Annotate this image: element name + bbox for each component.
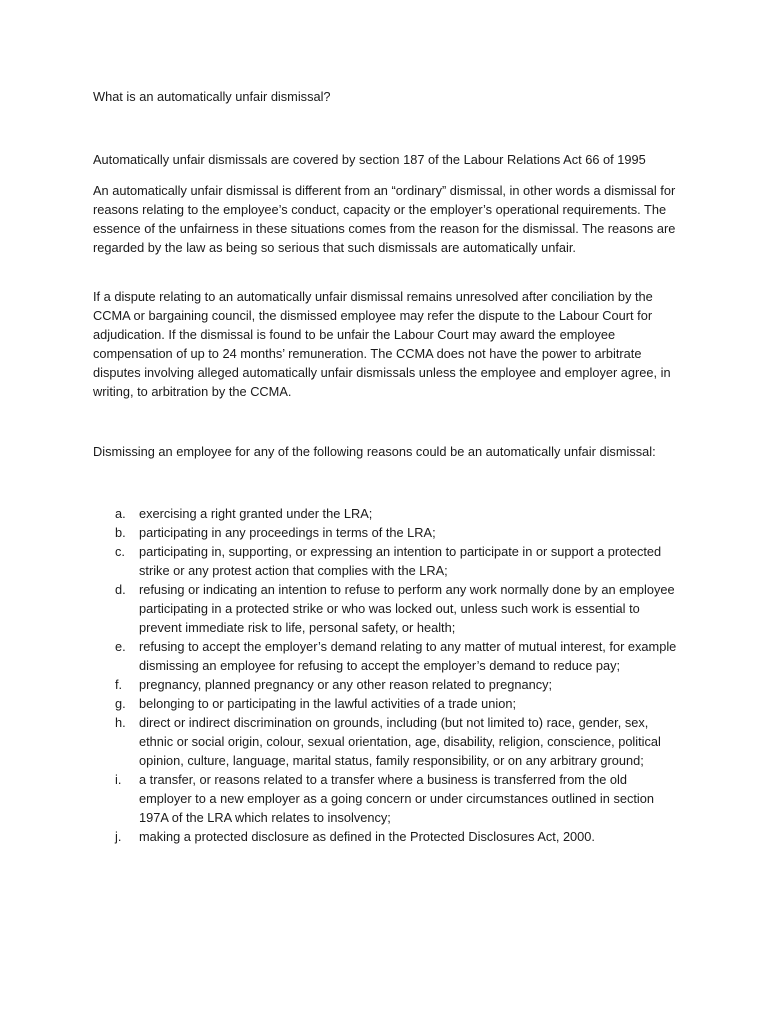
paragraph-dispute-referral: If a dispute relating to an automatically unfair dismissal remains unresolved after conciliation by the CCMA or bargaining council, the dismissed employee may refer the dispute to the Labour Court for adjudication. If the dismissal is found to be unfair the Labour Court may award the employee compensation of up to 24 months’ remuneration. The CCMA does not have the power to arbitrate disputes involving alleged automatically unfair dismissals unless the employee and employer agree, in writing, to arbitration by the CCMA. (93, 289, 671, 399)
list-item-text: making a protected disclosure as defined in the Protected Disclosures Act, 2000. (139, 829, 595, 844)
list-marker: a. (115, 506, 126, 521)
list-marker: d. (115, 582, 126, 597)
list-marker: b. (115, 525, 126, 540)
list-item (93, 580, 678, 637)
list-marker: h. (115, 715, 126, 730)
list-item-text: direct or indirect discrimination on grounds, including (but not limited to) race, gender, sex, ethnic or social origin, colour, sexual orientation, age, disability, religion, conscience, political opinion, culture, language, marital status, family responsibility, or on any arbitrary ground; (139, 715, 661, 768)
list-item (93, 713, 678, 770)
list-item (93, 637, 678, 675)
paragraph-covered-by-section: Automatically unfair dismissals are covered by section 187 of the Labour Relations Act 66 of 1995 (93, 152, 646, 167)
list-item (93, 504, 678, 523)
list-item-text: refusing to accept the employer’s demand relating to any matter of mutual interest, for example dismissing an employee for refusing to accept the employer’s demand to reduce pay; (139, 639, 677, 673)
reasons-list (93, 504, 678, 846)
list-item-text: refusing or indicating an intention to refuse to perform any work normally done by an employee participating in a protected strike or who was locked out, unless such work is essential to prevent immediate risk to life, personal safety, or health; (139, 582, 675, 635)
list-marker: c. (115, 544, 125, 559)
list-marker: e. (115, 639, 126, 654)
document-title: What is an automatically unfair dismissal? (93, 89, 331, 104)
list-item (93, 827, 678, 846)
list-item (93, 770, 678, 827)
list-item-text: participating in, supporting, or expressing an intention to participate in or support a protected strike or any protest action that complies with the LRA; (139, 544, 662, 578)
list-item-text: pregnancy, planned pregnancy or any other reason related to pregnancy; (139, 677, 553, 692)
list-marker: i. (115, 772, 122, 787)
list-item-text: belonging to or participating in the lawful activities of a trade union; (139, 696, 517, 711)
list-item-text: a transfer, or reasons related to a transfer where a business is transferred from the old employer to a new employer as a going concern or under circumstances outlined in section 197A of the LRA which relates to insolvency; (139, 772, 654, 825)
list-item (93, 694, 678, 713)
paragraph-reasons-intro: Dismissing an employee for any of the following reasons could be an automatically unfair dismissal: (93, 444, 656, 459)
list-item-text: participating in any proceedings in terms of the LRA; (139, 525, 436, 540)
list-marker: g. (115, 696, 126, 711)
list-marker: f. (115, 677, 123, 692)
list-item (93, 675, 678, 694)
paragraph-different-from-ordinary: An automatically unfair dismissal is different from an “ordinary” dismissal, in other words a dismissal for reasons relating to the employee’s conduct, capacity or the employer’s operational requirements. The essence of the unfairness in these situations comes from the reason for the dismissal. The reasons are regarded by the law as being so serious that such dismissals are automatically unfair. (93, 183, 676, 255)
list-item (93, 542, 678, 580)
list-item (93, 523, 678, 542)
list-item-text: exercising a right granted under the LRA; (139, 506, 373, 521)
list-marker: j. (115, 829, 122, 844)
